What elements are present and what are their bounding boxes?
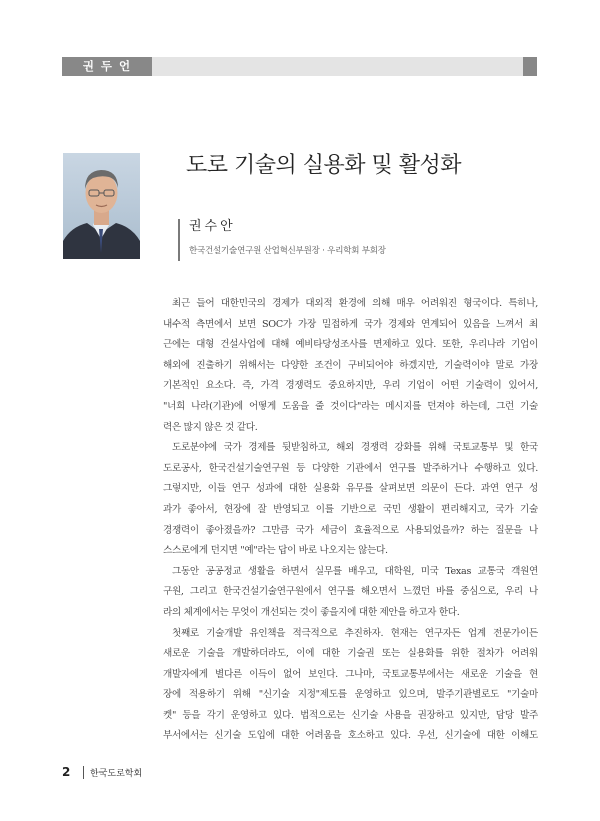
body-line: 새로운 기술을 개발하더라도, 이에 대한 기술권 또는 실용화를 위한 절차가 어려워 [163,648,538,660]
body-line: 기본적인 요소다. 즉, 가격 경쟁력도 중요하지만, 우리 기업이 어떤 기술력이 있어서, [163,380,538,392]
author-photo [63,153,140,259]
body-line: 경쟁력이 좋아졌을까? 그만큼 국가 세금이 효율적으로 사용되었을까? 하는 질문을 나 [163,524,538,536]
body-line: 부서에서는 신기술 도입에 대한 어려움을 호소하고 있다. 우선, 신기술에 대한 이해도 [163,730,538,742]
body-line: 해외에 진출하기 위해서는 다양한 조건이 구비되어야 하겠지만, 기술력이야 말로 가장 [163,359,538,371]
page-number: 2 [62,765,71,779]
journal-name: 한국도로학회 [90,769,143,779]
body-line: 과가 좋아서, 현장에 잘 반영되고 이를 기반으로 국민 생활이 편리해지고, 국가 기술 [163,503,538,515]
article-title: 도로 기술의 실용화 및 활성화 [186,153,461,178]
footer-divider [83,766,84,779]
author-portrait-icon [63,153,140,259]
body-line: 장에 적용하기 위해 "신기술 지정"제도를 운영하고 있으며, 발주기관별로도 "기술마 [163,689,538,701]
section-header-bar [62,57,537,76]
body-line: 력은 많지 않은 것 같다. [163,421,258,433]
body-line: 도로분야에 국가 경제를 뒷받침하고, 해외 경쟁력 강화를 위해 국토교통부 및 한국 [172,442,538,454]
body-line: "너희 나라(기관)에 어떻게 도움을 줄 것이다"라는 메시지를 던져야 하는데, 그런 기술 [163,400,538,412]
body-line: 켓" 등을 각기 운영하고 있다. 법적으로는 신기술 사용을 권장하고 있지만, 담당 발주 [163,709,538,721]
body-line: 라의 체계에서는 무엇이 개선되는 것이 좋을지에 대한 제안을 하고자 한다. [163,606,460,618]
body-line: 첫째로 기술개발 유인책을 적극적으로 추진하자. 현재는 연구자든 업계 전문가이든 [172,627,538,639]
body-line: 구원, 그리고 한국건설기술연구원에서 연구를 해오면서 느꼈던 바를 중심으로, 우리 나 [163,586,538,598]
body-line: 근에는 대형 건설사업에 대해 예비타당성조사를 면제하고 있다. 또한, 우리나라 기업이 [163,339,538,351]
author-block [178,219,386,261]
header-endcap [523,57,537,76]
section-label: 권두언 [62,57,152,76]
body-line: 내수적 측면에서 보면 SOC가 가장 밀접하게 국가 경제와 연계되어 있음을 느껴서 최 [163,318,538,330]
body-line: 스스로에게 던지면 "예"라는 답이 바로 나오지는 않는다. [163,545,388,557]
body-line: 그렇지만, 이들 연구 성과에 대한 실용화 유무를 살펴보면 의문이 든다. 과연 연구 성 [163,483,538,495]
body-line: 최근 들어 대한민국의 경제가 대외적 환경에 의해 매우 어려워진 형국이다. 특히나, [172,298,538,309]
author-affiliation: 한국건설기술연구원 산업혁신부원장 · 우리학회 부회장 [189,246,386,256]
body-line: 그동안 공공정교 생활을 하면서 실무를 배우고, 대학원, 미국 Texas 교통국 객원연 [172,565,538,577]
body-line: 도로공사, 한국건설기술연구원 등 다양한 기관에서 연구를 발주하거나 수행하고 있다. [163,462,538,474]
body-line: 개발자에게 별다른 이득이 없어 보인다. 그나마, 국토교통부에서는 새로운 기술을 현 [163,668,538,680]
author-name: 권수안 [189,219,236,234]
article-body [163,294,538,747]
